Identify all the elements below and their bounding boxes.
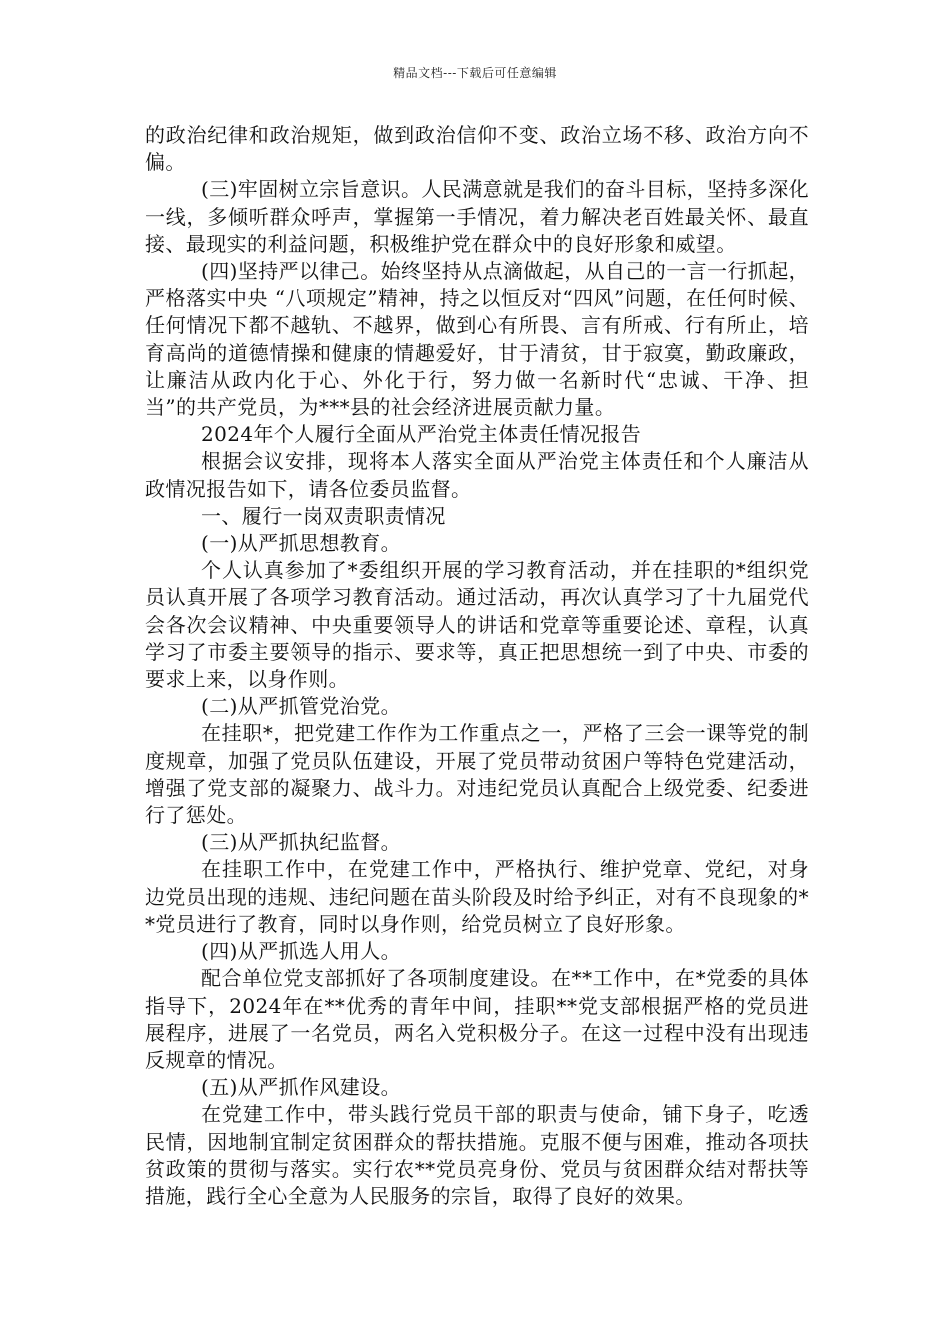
subsection-heading: (三)从严抓执纪监督。 (201, 830, 402, 855)
paragraph: 的政治纪律和政治规矩，做到政治信仰不变、政治立场不移、政治方向不偏。 (145, 123, 809, 175)
paragraph: 在党建工作中，带头践行党员干部的职责与使命，铺下身子，吃透民情，因地制宜制定贫困群众的帮扶措施。克服不便与困难，推动各项扶贫政策的贯彻与落实。实行农**党员亮身份、党员与贫困群众结对帮扶等措施，践行全心全意为人民服务的宗旨，取得了良好的效果。 (145, 1102, 809, 1208)
subsection-heading: (五)从严抓作风建设。 (201, 1075, 402, 1100)
subsection-heading: (二)从严抓管党治党。 (201, 694, 402, 719)
paragraph: 在挂职工作中，在党建工作中，严格执行、维护党章、党纪，对身边党员出现的违规、违纪问题在苗头阶段及时给予纠正，对有不良现象的**党员进行了教育，同时以身作则，给党员树立了良好形象。 (145, 857, 809, 936)
paragraph: (四)坚持严以律己。始终坚持从点滴做起，从自己的一言一行抓起，严格落实中央 “八项规定”精神，持之以恒反对“四风”问题，在任何时候、任何情况下都不越轨、不越界，做到心有所畏、言有所戒、行有所止，培育高尚的道德情操和健康的情趣爱好，甘于清贫，甘于寂寞，勤政廉政，让廉洁从政内化于心、外化于行，努力做一名新时代“忠诚、干净、担当”的共产党员，为***县的社会经济进展贡献力量。 (145, 259, 810, 420)
document-body (145, 122, 809, 1210)
paragraph: 配合单位党支部抓好了各项制度建设。在**工作中，在*党委的具体指导下，2024年在**优秀的青年中间，挂职**党支部根据严格的党员进展程序，进展了一名党员，两名入党积极分子。在这一过程中没有出现违反规章的情况。 (145, 966, 809, 1072)
subsection-heading: (四)从严抓选人用人。 (201, 939, 402, 964)
section-heading: 一、履行一岗双责职责情况 (201, 503, 446, 528)
paragraph: (三)牢固树立宗旨意识。人民满意就是我们的奋斗目标，坚持多深化一线，多倾听群众呼声，掌握第一手情况，着力解决老百姓最关怀、最直接、最现实的利益问题，积极维护党在群众中的良好形象和威望。 (145, 177, 810, 256)
paragraph: 根据会议安排，现将本人落实全面从严治党主体责任和个人廉洁从政情况报告如下，请各位委员监督。 (145, 449, 809, 501)
paragraph: 在挂职*，把党建工作作为工作重点之一，严格了三会一课等党的制度规章，加强了党员队伍建设，开展了党员带动贫困户等特色党建活动，增强了党支部的凝聚力、战斗力。对违纪党员认真配合上级党委、纪委进行了惩处。 (145, 721, 809, 828)
section-title: 2024年个人履行全面从严治党主体责任情况报告 (201, 422, 642, 447)
page-header: 精品文档---下载后可任意编辑 (393, 66, 557, 80)
subsection-heading: (一)从严抓思想教育。 (201, 531, 402, 556)
paragraph: 个人认真参加了*委组织开展的学习教育活动，并在挂职的*组织党员认真开展了各项学习教育活动。通过活动，再次认真学习了十九届党代会各次会议精神、中央重要领导人的讲话和党章等重要论述、章程，认真学习了市委主要领导的指示、要求等，真正把思想统一到了中央、市委的要求上来，以身作则。 (145, 558, 809, 692)
